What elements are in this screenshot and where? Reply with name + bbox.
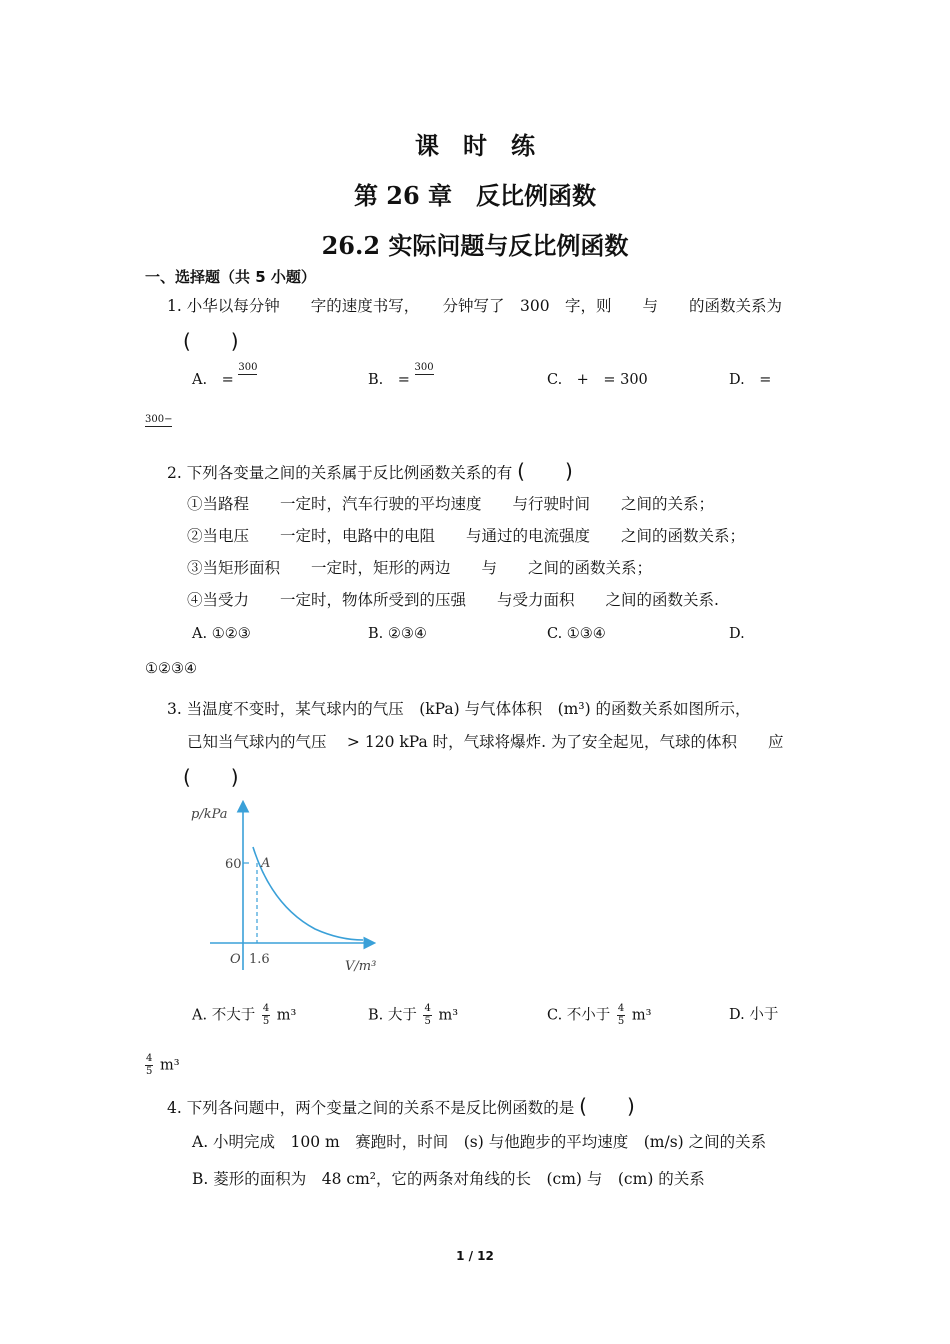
- q3-option-c-unit: m³: [631, 1007, 652, 1024]
- q4-answer-paren: ( ): [579, 1094, 635, 1118]
- q3-option-b-unit: m³: [438, 1007, 459, 1024]
- q1-option-b-label: B. =: [368, 372, 410, 388]
- graph-origin: O: [230, 952, 241, 967]
- q2-statement-4: ④当受力 一定时，物体所受到的压强 与受力面积 之间的函数关系.: [187, 591, 719, 609]
- section-title: 26.2 实际问题与反比例函数: [321, 231, 629, 260]
- q2-option-c: C. ①③④: [547, 626, 606, 642]
- q1-option-a: [192, 362, 258, 389]
- q3-graph: [185, 795, 395, 980]
- q4-stem-text: 4. 下列各问题中，两个变量之间的关系不是反比例函数的是: [167, 1099, 575, 1117]
- q3-option-d-continued: [143, 1053, 180, 1078]
- fraction-denominator: 5: [262, 1016, 270, 1027]
- q1-option-c: C. + = 300: [547, 372, 648, 388]
- q4-option-b: B. 菱形的面积为 48 cm²，它的两条对角线的长 (cm) 与 (cm) 的关系: [192, 1170, 705, 1188]
- q1-answer-paren: ( ): [183, 329, 239, 353]
- q1-option-d-continued: 300−: [145, 414, 173, 425]
- q3-option-b-label: B. 大于: [368, 1007, 417, 1024]
- q3-option-a: [192, 1003, 296, 1028]
- fraction-numerator: 4: [146, 1053, 153, 1064]
- q3-option-a-unit: m³: [276, 1007, 297, 1024]
- q3-option-c: [547, 1003, 651, 1028]
- q2-option-a: A. ①②③: [192, 626, 251, 642]
- fraction-denominator: 5: [617, 1016, 625, 1027]
- q2-option-d: D.: [729, 626, 745, 642]
- q2-statement-3: ③当矩形面积 一定时，矩形的两边 与 之间的函数关系；: [187, 559, 653, 577]
- q2-option-d-continued: ①②③④: [145, 661, 197, 677]
- q2-statement-1: ①当路程 一定时，汽车行驶的平均速度 与行驶时间 之间的关系；: [187, 495, 715, 513]
- q3-stem-line-1: 3. 当温度不变时，某气球内的气压 (kPa) 与气体体积 (m³) 的函数关系如图所示，: [167, 700, 751, 718]
- fraction-denominator: 5: [146, 1066, 153, 1077]
- graph-y-tick: 60: [225, 857, 242, 872]
- q3-stem-line-2: 已知当气球内的气压 > 120 kPa 时，气球将爆炸. 为了安全起见，气球的体积 应: [187, 733, 784, 751]
- q1-option-b: [368, 362, 434, 389]
- q4-stem: [167, 1095, 635, 1119]
- q3-option-d-unit: m³: [159, 1057, 180, 1074]
- part-heading: 一、选择题（共 5 小题）: [145, 268, 316, 286]
- graph-y-label: p/kPa: [191, 807, 228, 822]
- graph-x-tick: 1.6: [249, 952, 270, 967]
- fraction-denominator: 5: [424, 1016, 431, 1027]
- q1-option-d: D. =: [729, 372, 772, 388]
- q2-stem: [167, 460, 573, 484]
- q1-option-b-fraction: 300: [414, 362, 434, 373]
- q3-option-d-fraction: [145, 1053, 153, 1078]
- page-number: 1 / 12: [456, 1249, 494, 1263]
- q2-answer-paren: ( ): [517, 459, 573, 483]
- q2-statement-2: ②当电压 一定时，电路中的电阻 与通过的电流强度 之间的函数关系；: [187, 527, 746, 545]
- q3-option-a-label: A. 不大于: [192, 1007, 256, 1024]
- q3-option-d: D. 小于: [729, 1007, 779, 1023]
- q1-option-a-fraction: 300: [238, 362, 258, 373]
- q1-option-a-label: A. =: [192, 372, 234, 388]
- fraction-numerator: 4: [617, 1003, 625, 1014]
- q3-option-b: [368, 1003, 458, 1028]
- q4-option-a: A. 小明完成 100 m 赛跑时，时间 (s) 与他跑步的平均速度 (m/s) 之间的关系: [192, 1133, 767, 1151]
- fraction-numerator: 4: [424, 1003, 431, 1014]
- q3-option-b-fraction: [423, 1003, 431, 1028]
- q3-option-c-fraction: [617, 1003, 625, 1028]
- fraction-numerator: 4: [262, 1003, 270, 1014]
- page-title: 课 时 练: [415, 131, 535, 160]
- q2-stem-text: 2. 下列各变量之间的关系属于反比例函数关系的有: [167, 464, 513, 482]
- q1-stem: 1. 小华以每分钟 字的速度书写， 分钟写了 300 字，则 与 的函数关系为: [167, 297, 783, 315]
- graph-point-label: A: [261, 856, 271, 871]
- graph-x-label: V/m³: [345, 959, 377, 974]
- chapter-title: 第 26 章 反比例函数: [353, 181, 597, 210]
- q3-option-c-label: C. 不小于: [547, 1007, 611, 1024]
- q2-option-b: B. ②③④: [368, 626, 427, 642]
- q3-option-a-fraction: [262, 1003, 270, 1028]
- q3-answer-paren: ( ): [183, 765, 239, 789]
